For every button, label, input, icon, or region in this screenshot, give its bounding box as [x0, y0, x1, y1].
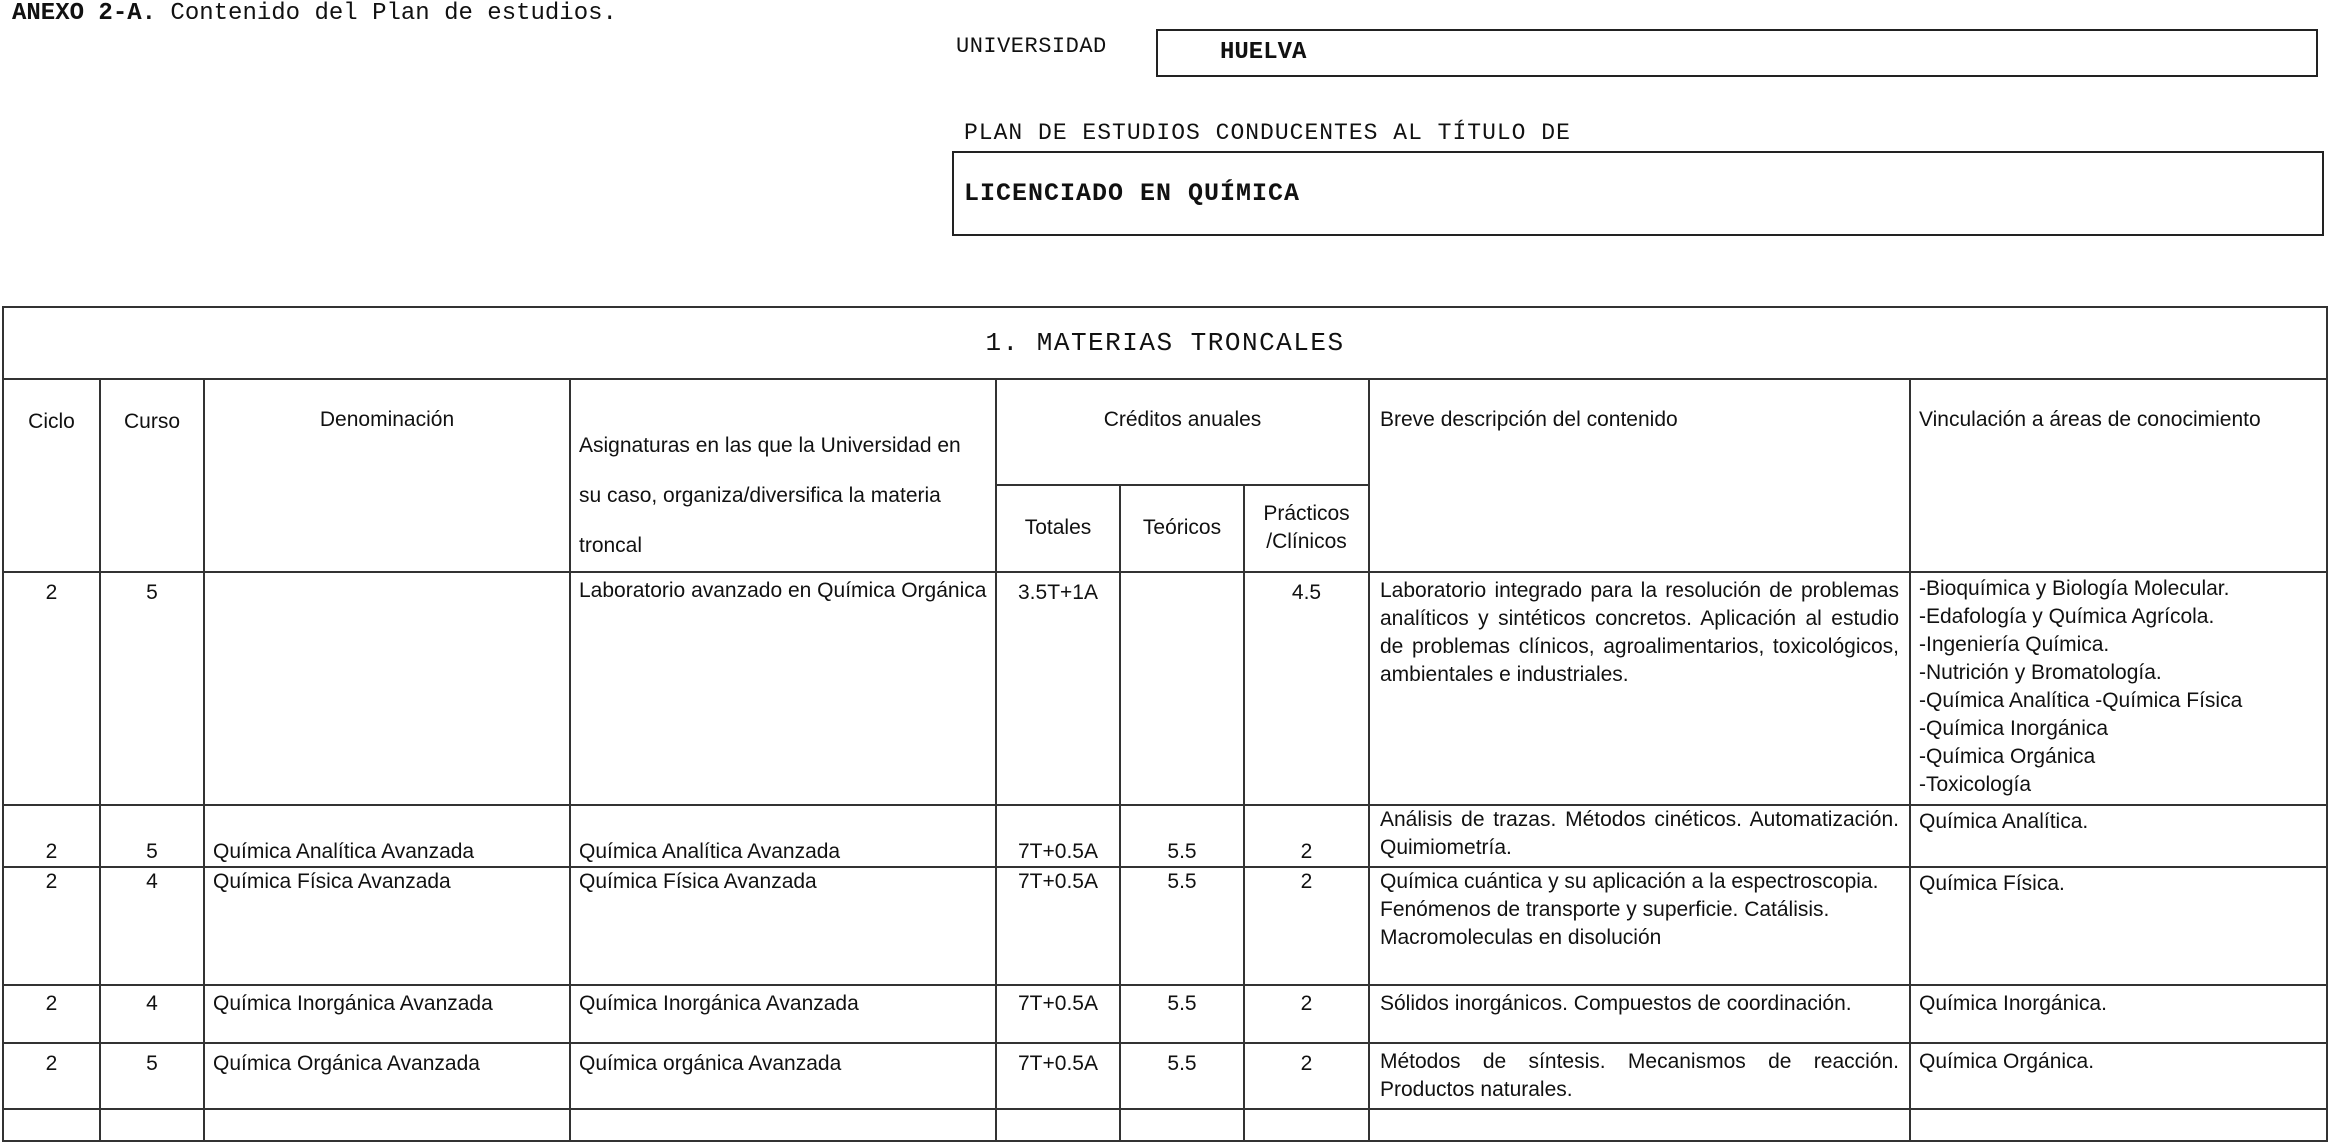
- cell-denominacion: Química Inorgánica Avanzada: [204, 985, 570, 1043]
- table-row: [3, 805, 2327, 867]
- cell-teoricos: 5.5: [1120, 867, 1244, 985]
- cell-teoricos: 5.5: [1120, 985, 1244, 1043]
- cell-ciclo: 2: [3, 572, 100, 805]
- cell-teoricos: 5.5: [1120, 1043, 1244, 1109]
- cell-descripcion: Sólidos inorgánicos. Compuestos de coordinación.: [1369, 985, 1910, 1043]
- header-creditos: Créditos anuales: [996, 379, 1369, 485]
- header-denominacion: Denominación: [204, 379, 570, 572]
- cell-vinculacion: [1910, 867, 2327, 985]
- empty-cell: [3, 1109, 100, 1141]
- table-row: [3, 572, 2327, 805]
- cell-curso: 4: [100, 867, 204, 985]
- cell-denominacion: [204, 572, 570, 805]
- header-teoricos: Teóricos: [1120, 485, 1244, 572]
- empty-cell: [100, 1109, 204, 1141]
- empty-cell: [1910, 1109, 2327, 1141]
- empty-cell: [1244, 1109, 1369, 1141]
- cell-practicos: 2: [1244, 1043, 1369, 1109]
- cell-totales: 7T+0.5A: [996, 867, 1120, 985]
- header-row: [3, 379, 2327, 485]
- header-curso: Curso: [100, 379, 204, 572]
- cell-denominacion: Química Física Avanzada: [204, 867, 570, 985]
- section-title: 1. MATERIAS TRONCALES: [3, 307, 2327, 379]
- table-title-row: [3, 307, 2327, 379]
- cell-totales: 7T+0.5A: [996, 1043, 1120, 1109]
- degree-title: LICENCIADO EN QUÍMICA: [964, 179, 1301, 208]
- header-asignaturas: Asignaturas en las que la Universidad en su caso, organiza/diversifica la materia troncal: [570, 379, 996, 572]
- area-item: -Bioquímica y Biología Molecular.: [1919, 577, 2230, 600]
- cell-totales: 7T+0.5A: [996, 985, 1120, 1043]
- cell-ciclo: 2: [3, 985, 100, 1043]
- cell-vinculacion: [1910, 805, 2327, 867]
- header-totales: Totales: [996, 485, 1120, 572]
- header-descripcion: Breve descripción del contenido: [1369, 379, 1910, 572]
- area-item: -Química Analítica -Química Física: [1919, 689, 2243, 712]
- annex-text: Contenido del Plan de estudios.: [156, 0, 617, 27]
- cell-curso: 5: [100, 1043, 204, 1109]
- cell-teoricos: 5.5: [1120, 805, 1244, 867]
- cell-asignatura: Química Física Avanzada: [570, 867, 996, 985]
- area-item: -Edafología y Química Agrícola.: [1919, 605, 2215, 628]
- header-practicos: Prácticos /Clínicos: [1244, 485, 1369, 572]
- table-row: [3, 1043, 2327, 1109]
- area-item: Química Analítica.: [1919, 810, 2089, 833]
- cell-practicos: 2: [1244, 985, 1369, 1043]
- cell-ciclo: 2: [3, 867, 100, 985]
- materias-table-wrapper: [2, 306, 2326, 1124]
- cell-curso: 5: [100, 805, 204, 867]
- cell-descripcion: Laboratorio integrado para la resolución de problemas analíticos y sintéticos concretos. Aplicación al estudio de problemas clínicos, agroalimentarios, toxicológicos, ambientales e industriales.: [1369, 572, 1910, 805]
- degree-title-box: [952, 151, 2324, 236]
- university-box: [1156, 29, 2318, 77]
- table-row: [3, 985, 2327, 1043]
- empty-cell: [1120, 1109, 1244, 1141]
- annex-label: ANEXO 2-A.: [12, 0, 157, 27]
- annex-heading: [12, 0, 617, 27]
- plan-label: PLAN DE ESTUDIOS CONDUCENTES AL TÍTULO DE: [964, 120, 1571, 146]
- empty-cell: [204, 1109, 570, 1141]
- empty-cell: [570, 1109, 996, 1141]
- cell-descripcion: Análisis de trazas. Métodos cinéticos. Automatización. Quimiometría.: [1369, 805, 1910, 867]
- area-item: Química Física.: [1919, 872, 2065, 895]
- cell-denominacion: Química Orgánica Avanzada: [204, 1043, 570, 1109]
- cell-descripcion: Química cuántica y su aplicación a la espectroscopia. Fenómenos de transporte y superficie. Catálisis. Macromoleculas en disolución: [1369, 867, 1910, 985]
- cell-asignatura: Química orgánica Avanzada: [570, 1043, 996, 1109]
- area-item: Química Inorgánica.: [1919, 992, 2107, 1015]
- cell-totales: 7T+0.5A: [996, 805, 1120, 867]
- area-item: -Química Orgánica: [1919, 745, 2096, 768]
- cell-ciclo: 2: [3, 1043, 100, 1109]
- area-item: -Química Inorgánica: [1919, 717, 2109, 740]
- cell-descripcion: Métodos de síntesis. Mecanismos de reacción. Productos naturales.: [1369, 1043, 1910, 1109]
- cell-vinculacion: [1910, 985, 2327, 1043]
- area-item: -Nutrición y Bromatología.: [1919, 661, 2162, 684]
- cell-ciclo: 2: [3, 805, 100, 867]
- area-item: -Ingeniería Química.: [1919, 633, 2110, 656]
- empty-cell: [1369, 1109, 1910, 1141]
- header-vinculacion: Vinculación a áreas de conocimiento: [1910, 379, 2327, 572]
- header-ciclo: Ciclo: [3, 379, 100, 572]
- cell-asignatura: Laboratorio avanzado en Química Orgánica: [570, 572, 996, 805]
- table-row: [3, 867, 2327, 985]
- cell-vinculacion: [1910, 572, 2327, 805]
- materias-troncales-table: [2, 306, 2328, 1142]
- empty-cell: [996, 1109, 1120, 1141]
- university-label: UNIVERSIDAD: [956, 34, 1107, 59]
- university-value: HUELVA: [1220, 39, 1307, 66]
- area-item: -Toxicología: [1919, 773, 2032, 796]
- cell-practicos: 2: [1244, 867, 1369, 985]
- area-item: Química Orgánica.: [1919, 1050, 2095, 1073]
- cell-curso: 5: [100, 572, 204, 805]
- cell-asignatura: Química Analítica Avanzada: [570, 805, 996, 867]
- cell-asignatura: Química Inorgánica Avanzada: [570, 985, 996, 1043]
- cell-practicos: 4.5: [1244, 572, 1369, 805]
- cell-denominacion: Química Analítica Avanzada: [204, 805, 570, 867]
- cell-totales: 3.5T+1A: [996, 572, 1120, 805]
- cell-teoricos: [1120, 572, 1244, 805]
- cell-practicos: 2: [1244, 805, 1369, 867]
- cell-vinculacion: [1910, 1043, 2327, 1109]
- cell-curso: 4: [100, 985, 204, 1043]
- empty-row: [3, 1109, 2327, 1141]
